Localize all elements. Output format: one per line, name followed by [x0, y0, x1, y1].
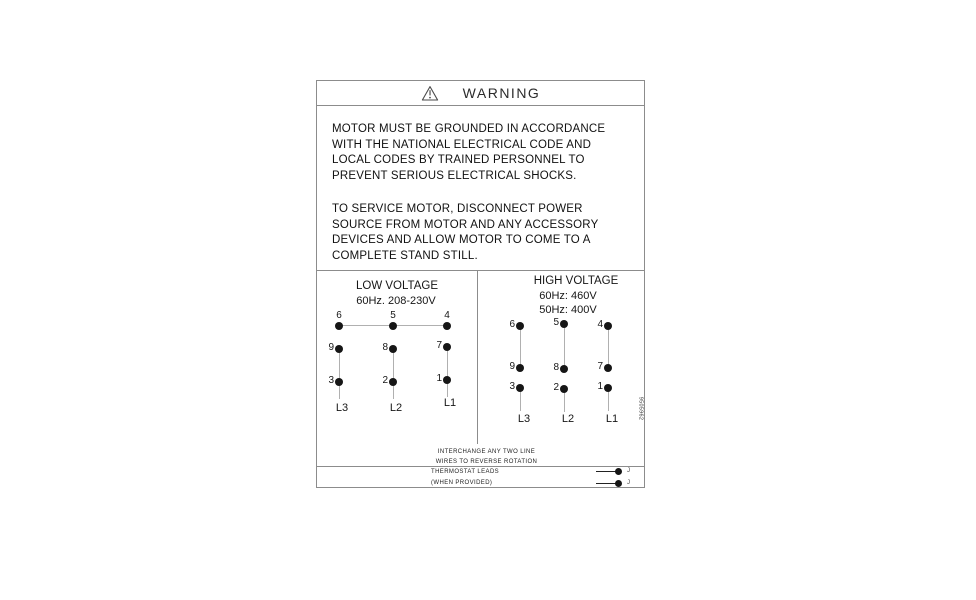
terminal-dot: [443, 376, 451, 384]
wiring-diagrams: [317, 271, 644, 444]
thermostat-note: [317, 467, 644, 489]
p2-line3: DEVICES AND ALLOW MOTOR TO COME TO A: [332, 234, 591, 247]
high-voltage-subtitle-50hz: 50Hz: 400V: [539, 304, 597, 316]
wire-line: [393, 349, 394, 399]
lead-label-j1: J: [627, 468, 630, 474]
terminal-dot: [516, 384, 524, 392]
lead-dot-icon: [615, 468, 622, 475]
terminal-dot: [389, 345, 397, 353]
terminal-label-7: 7: [436, 340, 442, 351]
lead-label-j2: J: [627, 480, 630, 486]
terminal-dot: [516, 322, 524, 330]
terminal-label-5: 5: [553, 317, 559, 328]
p1-line1: MOTOR MUST BE GROUNDED IN ACCORDANCE: [332, 123, 606, 135]
warning-title: WARNING: [462, 85, 541, 101]
terminal-label-8: 8: [553, 362, 559, 373]
line-lead-l2: L2: [561, 413, 575, 425]
terminal-label-7: 7: [597, 361, 603, 372]
wire-line: [447, 347, 448, 397]
terminal-label-9: 9: [509, 361, 515, 372]
terminal-label-4: 4: [597, 319, 603, 330]
terminal-dot: [443, 322, 451, 330]
terminal-dot: [604, 322, 612, 330]
terminal-label-1: 1: [436, 373, 442, 384]
line-lead-l3: L3: [517, 413, 531, 425]
warning-triangle-icon: [421, 85, 439, 102]
terminal-dot: [335, 378, 343, 386]
p1-line2: WITH THE NATIONAL ELECTRICAL CODE AND: [332, 138, 592, 151]
lead-dot-icon: [615, 480, 622, 487]
high-voltage-panel: [477, 271, 646, 444]
terminal-dot: [443, 343, 451, 351]
low-voltage-subtitle: 60Hz. 208-230V: [356, 295, 436, 307]
terminal-label-6: 6: [509, 319, 515, 330]
thermostat-note-line1: THERMOSTAT LEADS: [431, 469, 500, 475]
high-voltage-subtitle-60hz: 60Hz: 460V: [539, 290, 597, 302]
terminal-dot: [516, 364, 524, 372]
terminal-dot: [560, 365, 568, 373]
line-lead-l2: L2: [389, 402, 403, 414]
terminal-label-3: 3: [328, 375, 334, 386]
terminal-label-9: 9: [328, 342, 334, 353]
terminal-dot: [335, 322, 343, 330]
terminal-dot: [604, 364, 612, 372]
terminal-dot: [335, 345, 343, 353]
wire-line: [608, 326, 609, 368]
rotation-note: [317, 444, 644, 467]
terminal-label-4: 4: [444, 310, 450, 321]
motor-warning-label: [316, 80, 645, 488]
line-lead-l3: L3: [335, 402, 349, 414]
terminal-dot: [389, 322, 397, 330]
terminal-dot: [389, 378, 397, 386]
wire-line: [339, 349, 340, 399]
p1-line3: LOCAL CODES BY TRAINED PERSONNEL TO: [332, 154, 585, 167]
terminal-dot: [560, 320, 568, 328]
p2-line2: SOURCE FROM MOTOR AND ANY ACCESSORY: [332, 218, 599, 231]
wire-line: [520, 326, 521, 368]
lead-wire-line: [596, 483, 616, 484]
warning-body-text: [317, 105, 644, 271]
thermostat-note-line2: (WHEN PROVIDED): [431, 480, 493, 486]
rotation-note-line2: WIRES TO REVERSE ROTATION: [435, 459, 538, 465]
low-voltage-title: LOW VOLTAGE: [355, 280, 439, 292]
terminal-label-8: 8: [382, 342, 388, 353]
terminal-label-1: 1: [597, 381, 603, 392]
terminal-label-2: 2: [382, 375, 388, 386]
rotation-note-line1: INTERCHANGE ANY TWO LINE: [437, 449, 536, 455]
p1-line4: PREVENT SERIOUS ELECTRICAL SHOCKS.: [332, 170, 577, 183]
wire-line: [564, 324, 565, 368]
line-lead-l1: L1: [443, 397, 457, 409]
terminal-label-3: 3: [509, 381, 515, 392]
low-voltage-panel: [317, 271, 477, 444]
terminal-label-2: 2: [553, 382, 559, 393]
terminal-dot: [560, 385, 568, 393]
p2-line4: COMPLETE STAND STILL.: [332, 249, 478, 262]
lead-wire-line: [596, 471, 616, 472]
high-voltage-title: HIGH VOLTAGE: [533, 275, 619, 287]
terminal-dot: [604, 384, 612, 392]
warning-header: [317, 81, 644, 106]
terminal-label-5: 5: [390, 310, 396, 321]
terminal-label-6: 6: [336, 310, 342, 321]
p2-line1: TO SERVICE MOTOR, DISCONNECT POWER: [332, 202, 583, 215]
label-part-number: 9505962: [637, 396, 644, 421]
line-lead-l1: L1: [605, 413, 619, 425]
